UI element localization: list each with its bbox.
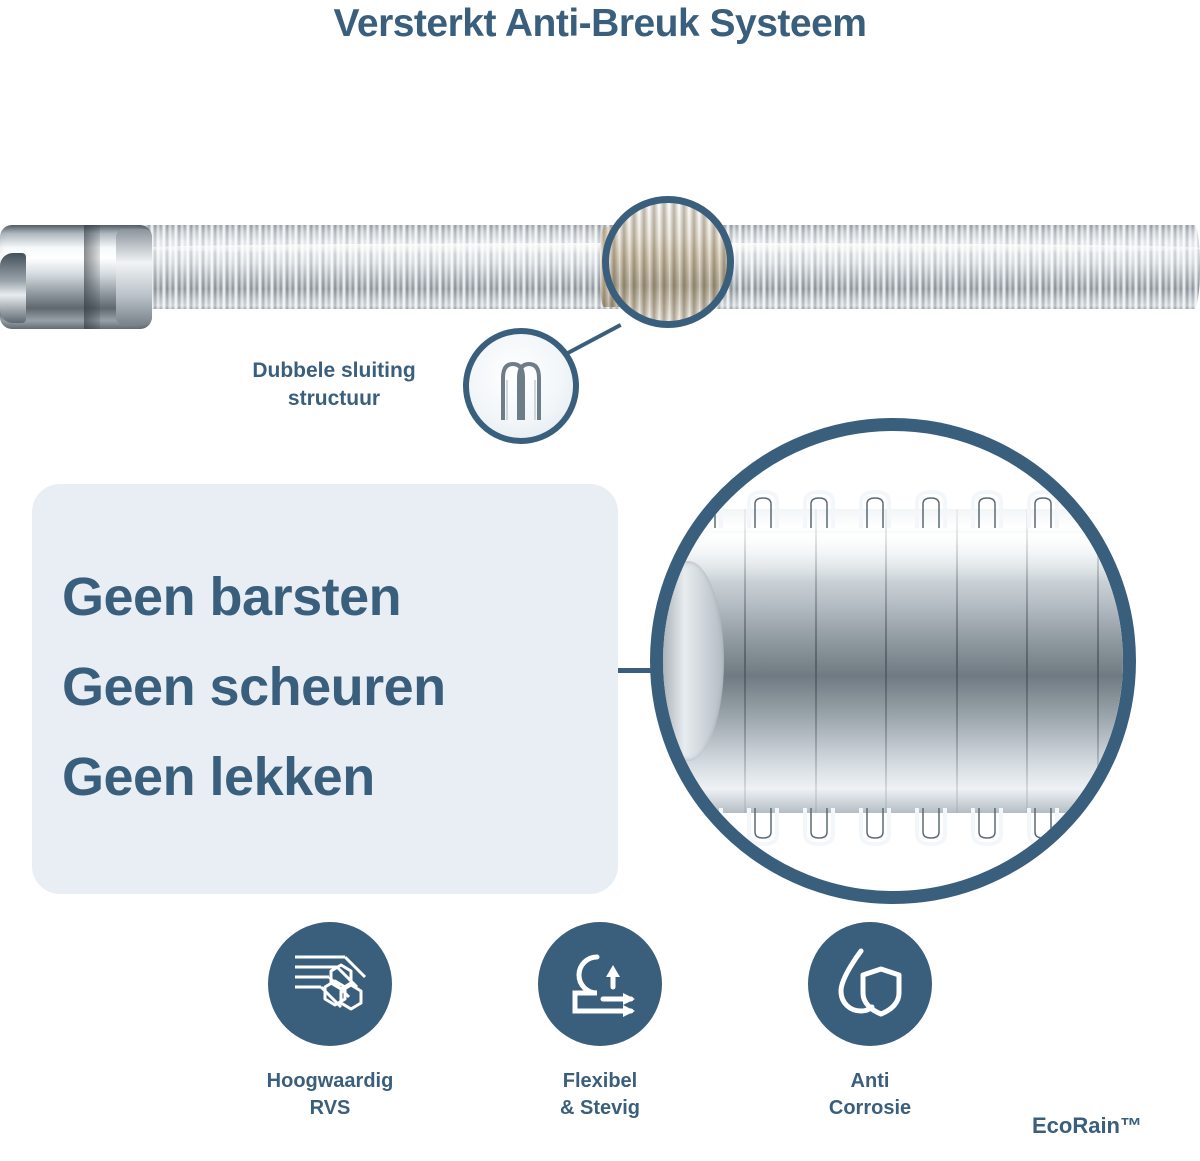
double-seal-label-line2: structuur bbox=[287, 387, 381, 410]
hose-closeup-zoom-circle bbox=[650, 418, 1136, 904]
feature-label bbox=[560, 1068, 640, 1122]
shower-hose-illustration bbox=[0, 205, 1200, 325]
feature-label-line2: & Stevig bbox=[559, 1097, 641, 1119]
feature-label-line1: Anti bbox=[850, 1070, 890, 1092]
feature-item-anti-corrosie bbox=[770, 922, 970, 1122]
feature-item-flexibel-stevig bbox=[500, 922, 700, 1122]
claim-line-2: Geen scheuren bbox=[62, 657, 446, 717]
steel-tubes-icon-svg bbox=[287, 941, 373, 1027]
feature-list bbox=[230, 922, 970, 1122]
hose-rib bbox=[744, 509, 746, 813]
hose-rib bbox=[1097, 509, 1099, 813]
water-drop-shield-icon-svg bbox=[827, 941, 913, 1027]
claim-line-3: Geen lekken bbox=[62, 747, 375, 807]
double-seal-label bbox=[214, 357, 454, 413]
feature-label bbox=[829, 1068, 911, 1122]
interlock-pattern-top bbox=[663, 486, 1123, 532]
claims-text bbox=[62, 552, 582, 822]
hose-rib bbox=[1026, 509, 1028, 813]
flexible-arrows-icon-svg bbox=[557, 941, 643, 1027]
interlock-pattern-svg bbox=[663, 486, 1136, 532]
callout-connector-line bbox=[565, 323, 622, 356]
feature-label-line2: RVS bbox=[309, 1097, 351, 1119]
brand-name: EcoRain™ bbox=[1031, 1113, 1142, 1138]
hose-closeup-surface bbox=[650, 509, 1136, 813]
hose-rib bbox=[956, 509, 958, 813]
hose-highlight bbox=[650, 533, 1136, 582]
steel-tubes-icon bbox=[268, 922, 392, 1046]
joint-zoom-circle bbox=[602, 196, 734, 328]
claim-line-1: Geen barsten bbox=[62, 567, 402, 627]
interlock-pattern-bottom bbox=[663, 804, 1123, 850]
page-title: Versterkt Anti-Breuk Systeem bbox=[333, 2, 867, 45]
feature-label-line1: Flexibel bbox=[562, 1070, 638, 1092]
feature-label-line2: Corrosie bbox=[828, 1097, 912, 1119]
clasp-structure-icon bbox=[469, 334, 573, 438]
flexible-arrows-icon bbox=[538, 922, 662, 1046]
hose-open-end bbox=[652, 561, 724, 761]
double-seal-zoom-circle bbox=[463, 328, 579, 444]
feature-label-line1: Hoogwaardig bbox=[266, 1070, 394, 1092]
double-seal-label-line1: Dubbele sluiting bbox=[252, 359, 416, 382]
hose-connector-cap bbox=[0, 253, 26, 323]
water-drop-shield-icon bbox=[808, 922, 932, 1046]
interlock-pattern-svg bbox=[663, 804, 1136, 850]
hose-connector-nut bbox=[0, 225, 152, 329]
feature-item-hoogwaardig-rvs bbox=[230, 922, 430, 1122]
feature-label bbox=[267, 1068, 394, 1122]
hose-rib bbox=[815, 509, 817, 813]
hose-rib bbox=[885, 509, 887, 813]
